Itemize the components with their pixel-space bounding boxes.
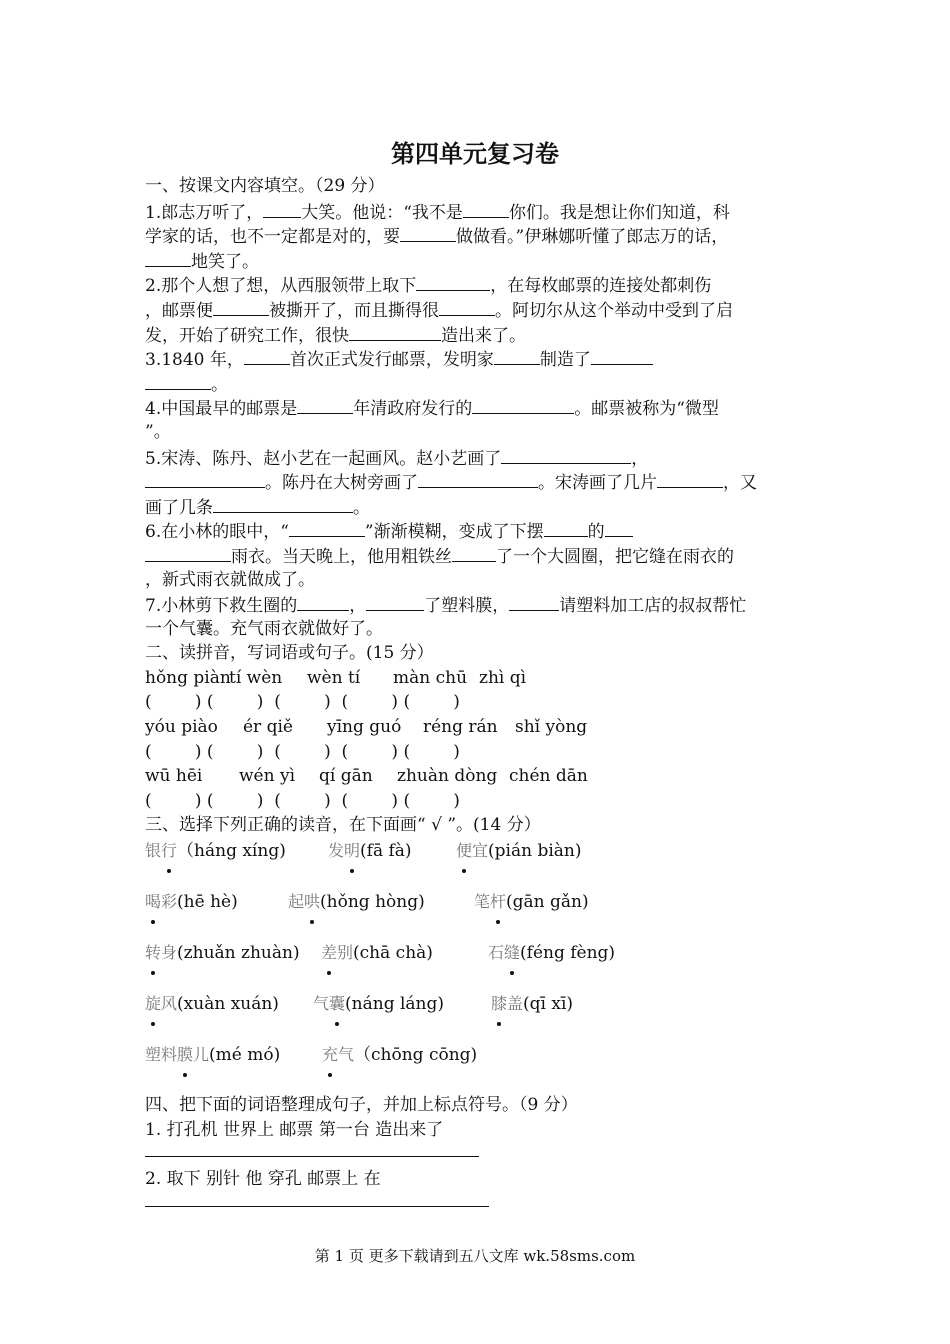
blank[interactable] (509, 592, 559, 611)
choice-item[interactable]: 发明 (fā fà) (328, 839, 456, 864)
q2-text-c: ，邮票便 (145, 300, 213, 321)
q5-text-a: 5.宋涛、陈丹、赵小艺在一起画风。赵小艺画了 (145, 448, 502, 469)
q4-text-a: 4.中国最早的邮票是 (145, 399, 298, 420)
choice-item[interactable]: 气囊 (náng láng) (313, 992, 491, 1017)
q6-line1 (145, 518, 820, 543)
pinyin: qí gān (319, 766, 373, 787)
page-footer: 第 1 页 更多下载请到五八文库 wk.58sms.com (314, 1247, 636, 1265)
q5-line1 (145, 445, 820, 470)
answer-line[interactable] (145, 1156, 479, 1157)
q5-text-g: 。 (353, 497, 370, 518)
q7-text-d: 请塑料加工店的叔叔帮忙 (559, 596, 747, 617)
q3-text-d: 。 (211, 374, 228, 395)
blank[interactable] (213, 494, 353, 513)
blank[interactable] (416, 272, 490, 291)
choice-item[interactable]: 笔杆 (gān gǎn) (474, 890, 589, 915)
choice-item[interactable]: 充气 （chōng cōng) (322, 1043, 477, 1068)
answer-line[interactable] (145, 1206, 489, 1207)
q3-line2 (145, 371, 820, 396)
blank[interactable] (297, 592, 349, 611)
pinyin: yīng guó (327, 717, 402, 738)
pinyin: hǒng piàn (145, 667, 231, 688)
q1-text-b: 大笑。他说：“我不是 (301, 202, 463, 223)
pinyin-row (145, 715, 820, 740)
blank[interactable] (501, 445, 631, 464)
section4-q2: 2. 取下 别针 他 穿孔 邮票上 在 (145, 1169, 381, 1190)
answer-parens-row[interactable] (145, 789, 820, 814)
page-title: 第四单元复习卷 (391, 140, 559, 168)
blank[interactable] (145, 371, 211, 390)
q3-line1 (145, 346, 820, 371)
pinyin: yóu piào (145, 717, 218, 738)
q2-text-b: ，在每枚邮票的连接处都刺伤 (490, 276, 712, 297)
q2-text-f: 发，开始了研究工作，很快 (145, 325, 349, 346)
blank[interactable] (439, 297, 495, 316)
q1-text-c: 你们。我是想让你们知道，科 (508, 202, 730, 223)
choice-item[interactable]: 喝彩 (hē hè) (145, 890, 288, 915)
q1-text-d: 学家的话，也不一定都是对的，要 (145, 227, 400, 248)
q4-text-d: ”。 (145, 421, 171, 442)
answer-paren[interactable]: ( ) (341, 741, 399, 762)
q5-line3 (145, 494, 820, 519)
q7-text-c: 了塑料膜， (424, 596, 510, 617)
blank[interactable] (297, 395, 353, 414)
answer-paren[interactable]: ( ) (341, 790, 399, 811)
blank[interactable] (213, 297, 269, 316)
answer-paren[interactable]: ( ) (145, 741, 202, 762)
q6-line2 (145, 543, 820, 568)
q6-text-d: 雨衣。当天晚上，他用粗铁丝 (231, 546, 452, 567)
q2-text-d: 被撕开了，而且撕得很 (269, 300, 439, 321)
section2-heading: 二、读拼音，写词语或句子。(15 分） (145, 643, 434, 664)
choice-row (145, 941, 820, 991)
q2-text-a: 2.那个人想了想，从西服领带上取下 (145, 276, 417, 297)
answer-parens-row[interactable] (145, 690, 820, 715)
choice-item[interactable]: 转身 (zhuǎn zhuàn) (145, 941, 321, 966)
choice-row (145, 839, 820, 889)
answer-paren[interactable]: ( ) (145, 692, 202, 713)
q1-line1 (145, 199, 820, 224)
blank[interactable] (494, 346, 540, 365)
blank[interactable] (145, 469, 265, 488)
answer-parens-row[interactable] (145, 740, 820, 765)
q3-text-b: 首次正式发行邮票，发明家 (289, 350, 494, 371)
blank[interactable] (349, 322, 441, 341)
q5-text-e: ，又 (723, 473, 757, 494)
q6-line3 (145, 568, 820, 593)
q6-text-e: 了一个大圆圈，把它缝在雨衣的 (496, 546, 734, 567)
blank[interactable] (145, 543, 231, 562)
pinyin: màn chū (393, 667, 468, 688)
pinyin: zhuàn dòng (397, 766, 498, 787)
pinyin: wén yì (239, 766, 296, 787)
q5-text-c: 。陈丹在大树旁画了 (265, 473, 418, 494)
answer-paren[interactable]: ( ) (403, 790, 460, 811)
q6-text-a: 6.在小林的眼中，“ (145, 522, 289, 543)
q4-text-c: 。邮票被称为“微型 (574, 399, 719, 420)
q1-text-f: 地笑了。 (191, 251, 259, 272)
pinyin: réng rán (423, 717, 498, 738)
q5-text-f: 画了几条 (145, 497, 213, 518)
q5-text-b: ， (631, 448, 649, 469)
worksheet-content (145, 174, 820, 1217)
choice-item[interactable]: 塑料膜儿 (mé mó) (145, 1043, 322, 1068)
choice-item[interactable]: 石缝 (féng fèng) (488, 941, 615, 966)
q2-line3 (145, 322, 820, 347)
blank[interactable] (366, 592, 424, 611)
pinyin: tí wèn (229, 667, 283, 688)
q7-text-e: 一个气囊。充气雨衣就做好了。 (145, 618, 383, 639)
blank[interactable] (452, 543, 496, 562)
choice-item[interactable]: 银行 （háng xíng) (145, 839, 328, 864)
blank[interactable] (591, 346, 653, 365)
q1-text-a: 1.郎志万听了， (145, 202, 264, 223)
q4-text-b: 年清政府发行的 (353, 399, 473, 420)
answer-paren[interactable]: ( ) (145, 790, 202, 811)
q1-text-e: 做做看。”伊琳娜听懂了郎志万的话， (456, 227, 729, 248)
q7-text-a: 7.小林剪下救生圈的 (145, 596, 298, 617)
section1-heading: 一、按课文内容填空。（29 分） (145, 176, 385, 196)
blank[interactable] (145, 248, 191, 267)
blank[interactable] (418, 469, 538, 488)
q1-line2 (145, 223, 820, 248)
q6-text-c: 的 (587, 522, 605, 543)
q4-line2 (145, 420, 820, 445)
answer-paren[interactable]: ( ) (403, 741, 460, 762)
choice-row (145, 992, 820, 1042)
q6-text-f: ，新式雨衣就做成了。 (145, 569, 315, 590)
blank[interactable] (472, 395, 574, 414)
pinyin: wèn tí (307, 667, 361, 688)
blank[interactable] (463, 199, 509, 218)
choice-item[interactable]: 起哄 (hǒng hòng) (288, 890, 474, 915)
answer-paren[interactable]: ( ) (206, 692, 264, 713)
q2-text-g: 造出来了。 (441, 325, 526, 346)
pinyin: ér qiě (243, 717, 293, 738)
answer-paren[interactable]: ( ) (403, 692, 460, 713)
pinyin: zhì qì (479, 667, 527, 688)
answer-paren[interactable]: ( ) (206, 741, 264, 762)
q1-line3 (145, 248, 820, 273)
blank[interactable] (605, 518, 633, 537)
blank[interactable] (657, 469, 723, 488)
q6-text-b: ”渐渐模糊，变成了下摆 (364, 522, 544, 543)
q5-line2 (145, 469, 820, 494)
choice-item[interactable]: 便宜 (pián biàn) (456, 839, 582, 864)
q7-text-b: ， (349, 596, 367, 617)
section4-q1: 1. 打孔机 世界上 邮票 第一台 造出来了 (145, 1119, 444, 1140)
blank[interactable] (400, 223, 456, 242)
q2-text-e: 。阿切尔从这个举动中受到了启 (495, 300, 733, 321)
blank[interactable] (244, 346, 290, 365)
choice-item[interactable]: 膝盖 (qī xī) (491, 992, 573, 1017)
answer-paren[interactable]: ( ) (274, 790, 331, 811)
choice-item[interactable]: 差别 (chā chà) (321, 941, 488, 966)
section4-heading: 四、把下面的词语整理成句子，并加上标点符号。（9 分） (145, 1095, 578, 1116)
pinyin: chén dān (509, 766, 588, 787)
answer-paren[interactable]: ( ) (341, 692, 399, 713)
blank[interactable] (263, 199, 301, 218)
answer-paren[interactable]: ( ) (274, 741, 331, 762)
q2-line1 (145, 272, 820, 297)
choice-row (145, 1043, 820, 1093)
answer-paren[interactable]: ( ) (274, 692, 331, 713)
q7-line2 (145, 617, 820, 642)
q7-line1 (145, 592, 820, 617)
pinyin: wū hēi (145, 766, 203, 787)
q4-line1 (145, 395, 820, 420)
choice-item[interactable]: 旋风 (xuàn xuán) (145, 992, 313, 1017)
q3-text-a: 3.1840 年， (145, 350, 244, 371)
blank[interactable] (544, 518, 588, 537)
q2-line2 (145, 297, 820, 322)
choice-row (145, 890, 820, 940)
pinyin-row (145, 764, 820, 789)
pinyin-row (145, 666, 820, 691)
section3-heading: 三、选择下列正确的读音，在下面画“ √ ”。(14 分） (145, 815, 541, 836)
q3-text-c: 制造了 (539, 350, 591, 371)
pinyin: shǐ yòng (515, 717, 588, 738)
blank[interactable] (289, 518, 365, 537)
answer-paren[interactable]: ( ) (206, 790, 264, 811)
q5-text-d: 。宋涛画了几片 (538, 473, 657, 494)
